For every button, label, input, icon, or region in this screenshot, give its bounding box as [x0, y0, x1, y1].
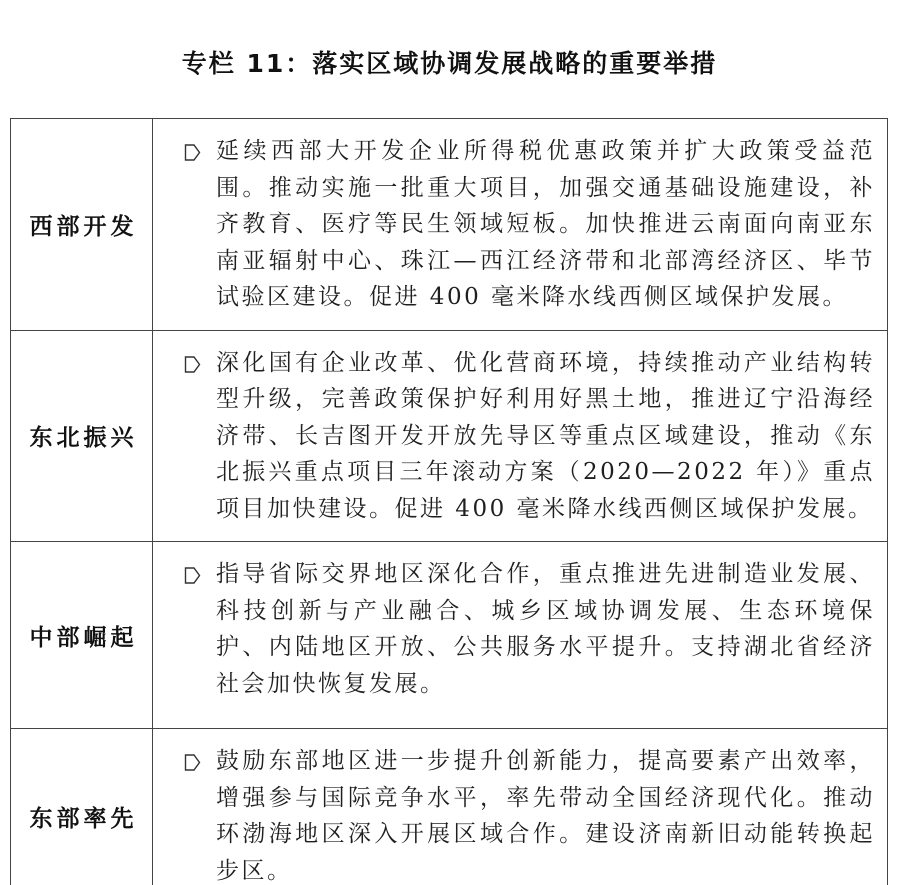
- table-row: [11, 729, 887, 885]
- right-arrow-bullet-icon: [183, 352, 201, 377]
- row-label-western-development: 西部开发: [11, 119, 153, 330]
- row-label-northeast-revitalization: 东北振兴: [11, 331, 153, 542]
- row-content: [153, 119, 887, 330]
- table-row: [11, 119, 887, 331]
- table-row: [11, 542, 887, 729]
- row-text: 深化国有企业改革、优化营商环境，持续推动产业结构转型升级，完善政策保护好利用好黑土地，推进辽宁沿海经济带、长吉图开发开放先导区等重点区域建设，推动《东北振兴重点项目三年滚动方案（2020—2022 年）》重点项目加快建设。促进 400 毫米降水线西侧区域保护发展。: [216, 349, 875, 522]
- measures-table: [10, 118, 888, 885]
- row-content: [153, 542, 887, 728]
- right-arrow-bullet-icon: [183, 563, 201, 588]
- table-row: [11, 331, 887, 543]
- row-label-central-rise: 中部崛起: [11, 542, 153, 728]
- row-label-eastern-lead: 东部率先: [11, 729, 153, 885]
- row-text: 鼓励东部地区进一步提升创新能力，提高要素产出效率，增强参与国际竞争水平，率先带动全国经济现代化。推动环渤海地区深入开展区域合作。建设济南新旧动能转换起步区。: [216, 748, 875, 884]
- row-content: [153, 729, 887, 885]
- right-arrow-bullet-icon: [183, 750, 201, 775]
- right-arrow-bullet-icon: [183, 140, 201, 165]
- page-title: 专栏 11：落实区域协调发展战略的重要举措: [181, 49, 718, 78]
- row-text: 延续西部大开发企业所得税优惠政策并扩大政策受益范围。推动实施一批重大项目，加强交通基础设施建设，补齐教育、医疗等民生领域短板。加快推进云南面向南亚东南亚辐射中心、珠江—西江经济带和北部湾经济区、毕节试验区建设。促进 400 毫米降水线西侧区域保护发展。: [216, 138, 875, 310]
- row-text: 指导省际交界地区深化合作，重点推进先进制造业发展、科技创新与产业融合、城乡区域协调发展、生态环境保护、内陆地区开放、公共服务水平提升。支持湖北省经济社会加快恢复发展。: [216, 561, 875, 697]
- row-content: [153, 331, 887, 542]
